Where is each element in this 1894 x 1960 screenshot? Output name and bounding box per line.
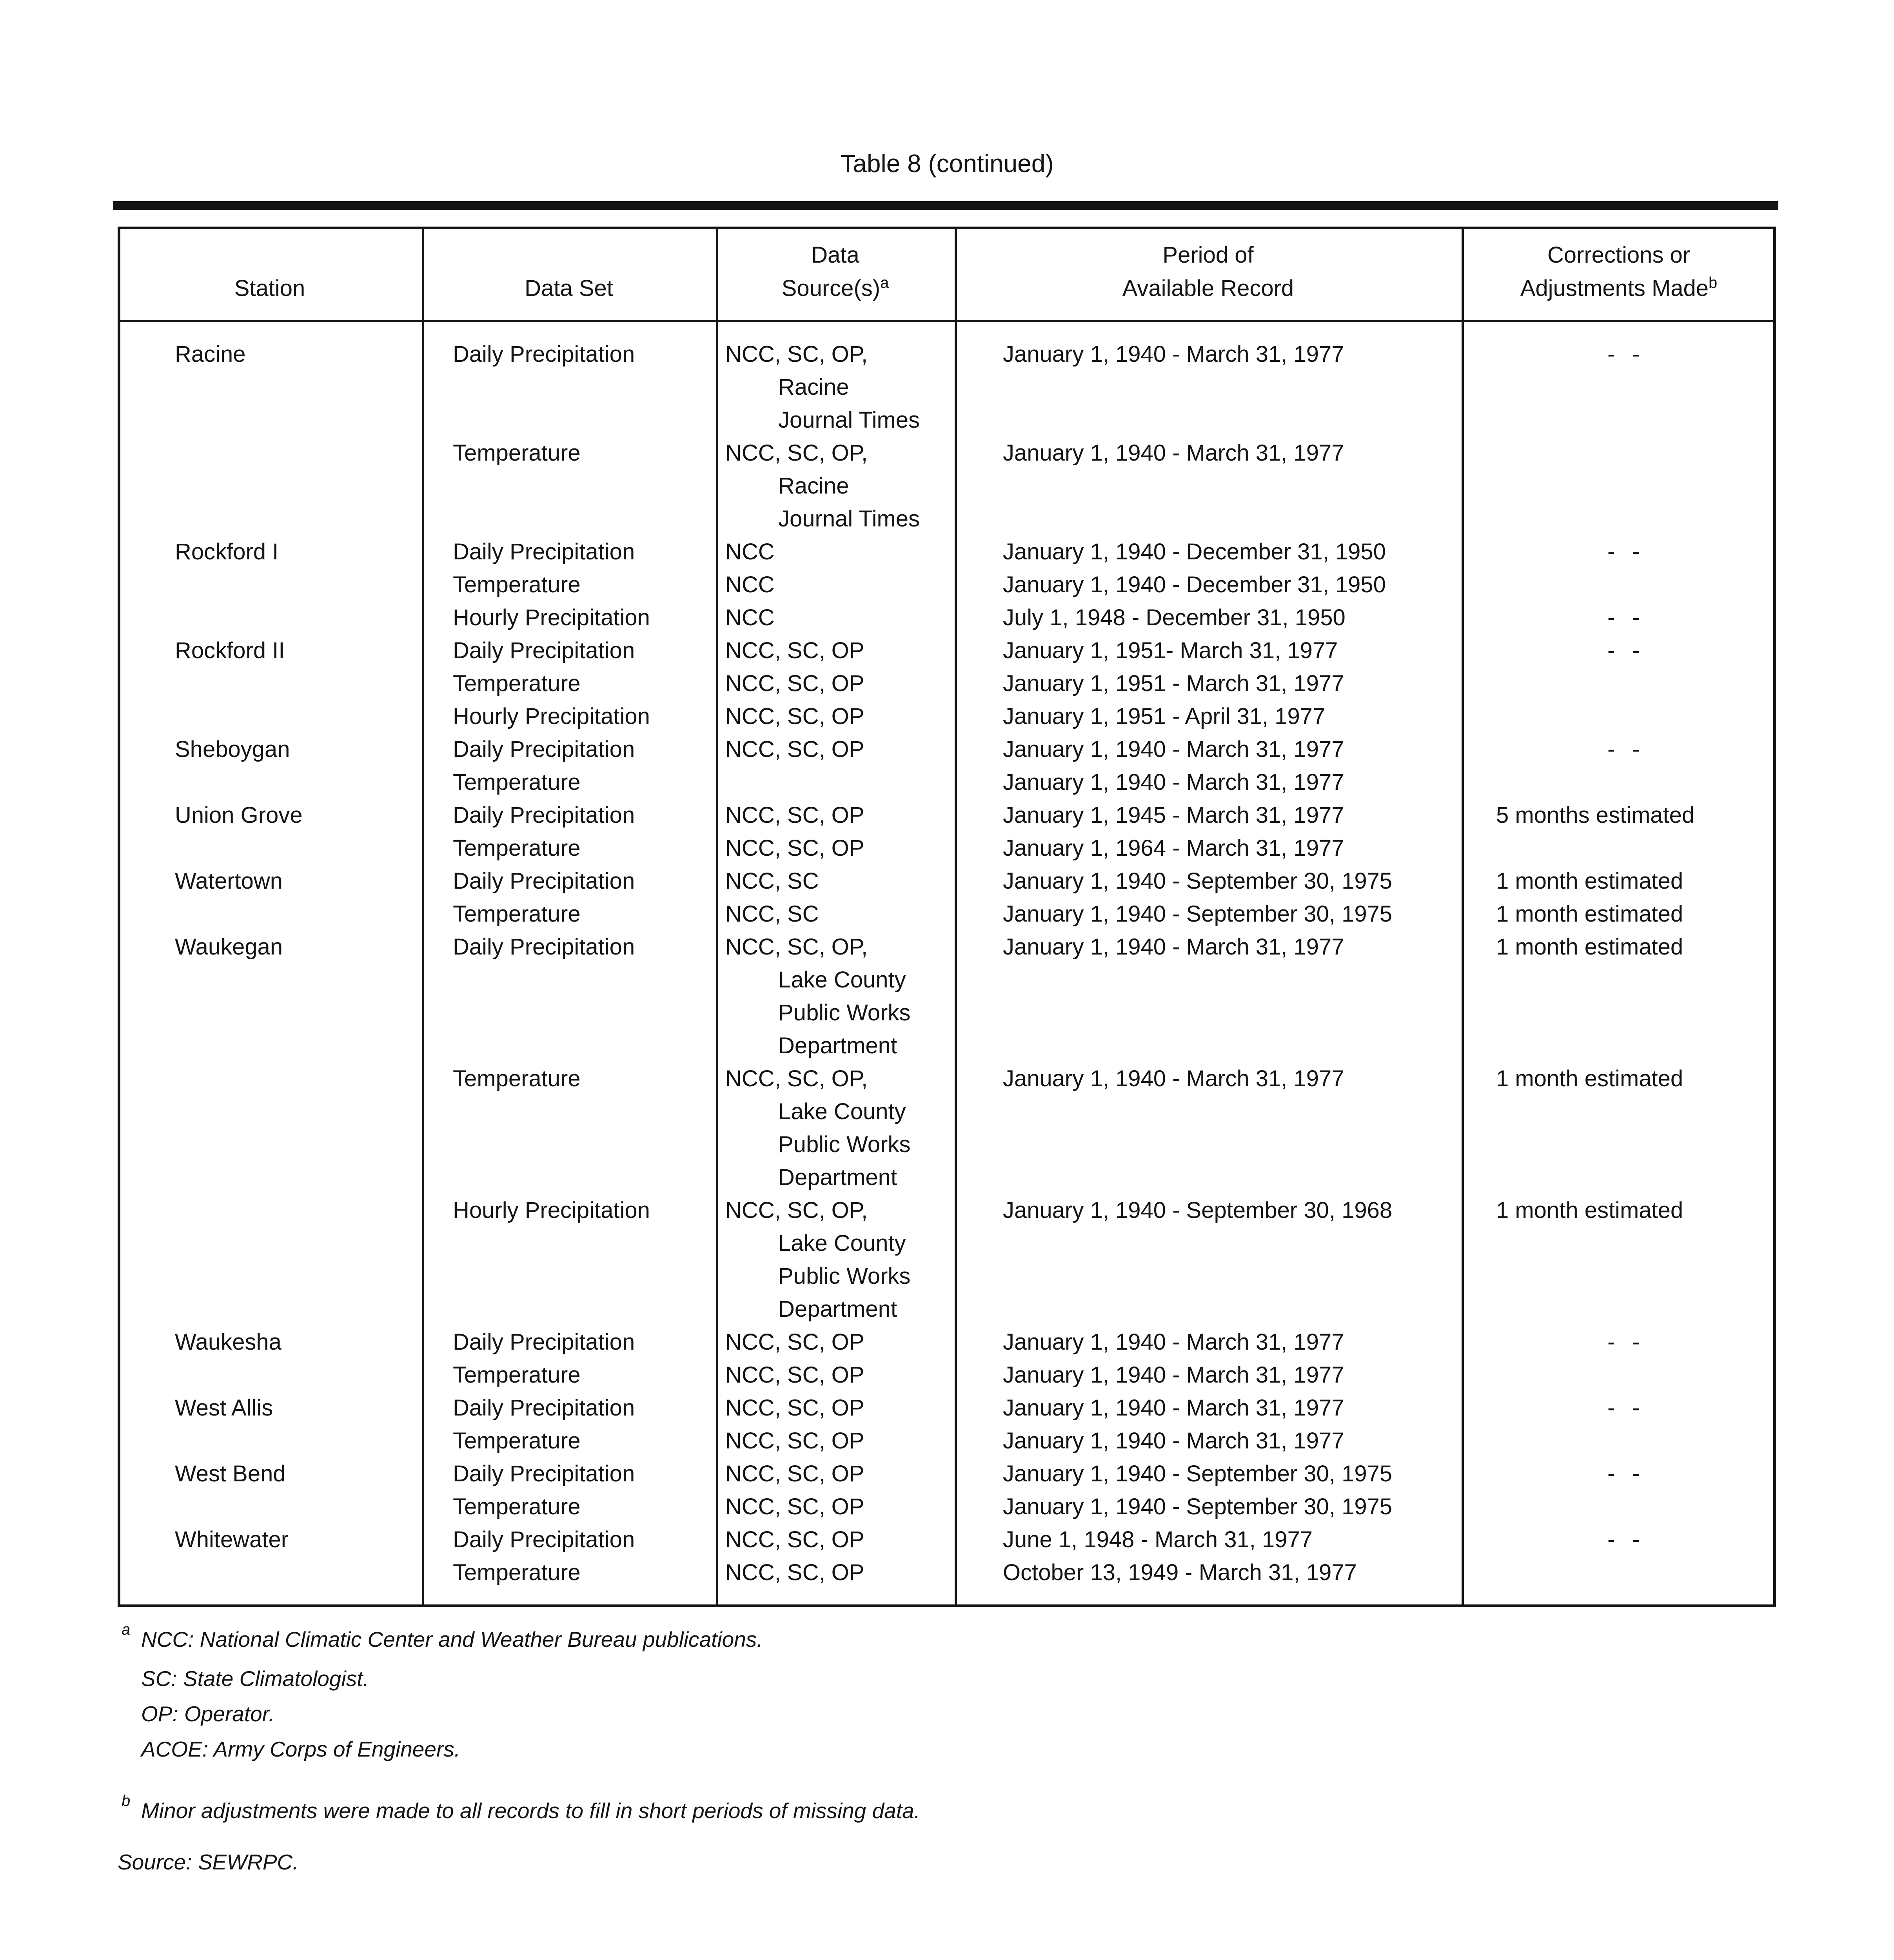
source-line: NCC, SC, OP bbox=[725, 1428, 864, 1454]
data-set-cell: Temperature bbox=[453, 572, 581, 597]
source-line: NCC, SC, OP bbox=[725, 835, 864, 861]
source-cell bbox=[725, 338, 920, 437]
header-station bbox=[118, 227, 422, 321]
source-cell bbox=[725, 1523, 864, 1556]
period-cell: January 1, 1945 - March 31, 1977 bbox=[1003, 802, 1344, 828]
corrections-cell: - - bbox=[1607, 539, 1645, 564]
source-line: NCC, SC, OP, bbox=[725, 934, 868, 960]
corrections-cell: - - bbox=[1607, 1329, 1645, 1355]
station-cell: Union Grove bbox=[175, 802, 303, 828]
corrections-cell: - - bbox=[1607, 737, 1645, 762]
period-cell: January 1, 1940 - September 30, 1968 bbox=[1003, 1198, 1393, 1223]
data-set-cell: Temperature bbox=[453, 1428, 581, 1454]
station-cell: Whitewater bbox=[175, 1527, 289, 1552]
corrections-cell: 1 month estimated bbox=[1496, 1066, 1683, 1091]
data-set-cell: Temperature bbox=[453, 835, 581, 861]
header-corrections-line2: Adjustments Made bbox=[1520, 276, 1709, 301]
source-line: NCC, SC, OP, bbox=[725, 1066, 868, 1091]
data-set-cell: Daily Precipitation bbox=[453, 1527, 635, 1552]
period-cell: January 1, 1951 - March 31, 1977 bbox=[1003, 671, 1344, 696]
data-set-cell: Temperature bbox=[453, 769, 581, 795]
corrections-cell: - - bbox=[1607, 638, 1645, 663]
source-line: NCC, SC, OP bbox=[725, 1494, 864, 1519]
source-line: Lake County bbox=[778, 1099, 906, 1124]
source-line: Lake County bbox=[778, 1230, 906, 1256]
source-line: Department bbox=[778, 1296, 897, 1322]
source-cell bbox=[725, 1457, 864, 1490]
footnote-a-line: OP: Operator. bbox=[141, 1702, 275, 1726]
data-set-cell: Daily Precipitation bbox=[453, 934, 635, 960]
period-cell: January 1, 1951 - April 31, 1977 bbox=[1003, 704, 1326, 729]
footnote-a-line: SC: State Climatologist. bbox=[141, 1666, 369, 1691]
footnote-a-line: NCC: National Climatic Center and Weather Bureau publications. bbox=[141, 1627, 763, 1651]
source-line: Journal Times bbox=[778, 506, 920, 532]
station-cell: Watertown bbox=[175, 868, 283, 894]
station-cell: Rockford II bbox=[175, 638, 285, 663]
data-set-cell: Temperature bbox=[453, 440, 581, 466]
period-cell: January 1, 1940 - March 31, 1977 bbox=[1003, 1395, 1344, 1421]
source-cell bbox=[725, 1194, 910, 1326]
source-cell bbox=[725, 1425, 864, 1457]
station-cell: West Allis bbox=[175, 1395, 273, 1421]
column-divider bbox=[422, 227, 424, 1607]
period-cell: January 1, 1940 - March 31, 1977 bbox=[1003, 1428, 1344, 1454]
source-line: NCC, SC, OP, bbox=[725, 341, 868, 367]
source-line: NCC bbox=[725, 572, 775, 597]
source-line: Lake County bbox=[778, 967, 906, 993]
corrections-cell: 5 months estimated bbox=[1496, 802, 1695, 828]
corrections-cell: 1 month estimated bbox=[1496, 1198, 1683, 1223]
table-title: Table 8 (continued) bbox=[840, 149, 1054, 178]
column-divider bbox=[955, 227, 957, 1607]
data-set-cell: Temperature bbox=[453, 1494, 581, 1519]
footnote-a-marker: a bbox=[880, 274, 889, 292]
data-set-cell: Daily Precipitation bbox=[453, 341, 635, 367]
data-set-cell: Daily Precipitation bbox=[453, 737, 635, 762]
period-cell: January 1, 1940 - March 31, 1977 bbox=[1003, 934, 1344, 960]
period-cell: January 1, 1940 - March 31, 1977 bbox=[1003, 341, 1344, 367]
data-set-cell: Temperature bbox=[453, 1066, 581, 1091]
source-line: NCC, SC, OP bbox=[725, 704, 864, 729]
source-line: NCC, SC, OP bbox=[725, 1362, 864, 1388]
source-line: NCC bbox=[725, 605, 775, 630]
period-cell: January 1, 1951- March 31, 1977 bbox=[1003, 638, 1338, 663]
source-line: NCC, SC, OP bbox=[725, 737, 864, 762]
source-line: NCC, SC, OP bbox=[725, 1527, 864, 1552]
corrections-cell: 1 month estimated bbox=[1496, 868, 1683, 894]
column-divider bbox=[1462, 227, 1464, 1607]
footnote-b-mark: b bbox=[122, 1792, 131, 1809]
header-corrections-line1: Corrections or bbox=[1547, 242, 1691, 268]
station-cell: West Bend bbox=[175, 1461, 286, 1486]
period-cell: January 1, 1940 - March 31, 1977 bbox=[1003, 737, 1344, 762]
source-cell bbox=[725, 832, 864, 865]
data-set-cell: Daily Precipitation bbox=[453, 868, 635, 894]
source-line: NCC, SC, OP bbox=[725, 638, 864, 663]
header-period bbox=[955, 227, 1462, 321]
period-cell: January 1, 1940 - September 30, 1975 bbox=[1003, 901, 1393, 927]
footnote-b-text: Minor adjustments were made to all records to fill in short periods of missing data. bbox=[141, 1798, 920, 1823]
source-line: NCC, SC, OP, bbox=[725, 440, 868, 466]
source-line: Racine bbox=[778, 473, 849, 499]
header-source-line1: Data bbox=[811, 242, 859, 268]
data-set-cell: Temperature bbox=[453, 1560, 581, 1585]
station-cell: Waukegan bbox=[175, 934, 283, 960]
station-cell: Racine bbox=[175, 341, 246, 367]
station-cell: Waukesha bbox=[175, 1329, 281, 1355]
header-period-line1: Period of bbox=[1162, 242, 1254, 268]
data-set-cell: Daily Precipitation bbox=[453, 539, 635, 564]
corrections-cell: - - bbox=[1607, 341, 1645, 367]
source-line: Department bbox=[778, 1033, 897, 1058]
data-set-cell: Temperature bbox=[453, 671, 581, 696]
period-cell: June 1, 1948 - March 31, 1977 bbox=[1003, 1527, 1313, 1552]
data-set-cell: Daily Precipitation bbox=[453, 1329, 635, 1355]
source-line: Department bbox=[778, 1165, 897, 1190]
source-line: NCC, SC, OP bbox=[725, 1560, 864, 1585]
period-cell: January 1, 1940 - March 31, 1977 bbox=[1003, 1329, 1344, 1355]
source-cell bbox=[725, 931, 910, 1062]
period-cell: January 1, 1964 - March 31, 1977 bbox=[1003, 835, 1344, 861]
header-source bbox=[716, 227, 955, 321]
source-cell bbox=[725, 535, 775, 568]
source-cell bbox=[725, 634, 864, 667]
source-line: Racine bbox=[778, 374, 849, 400]
data-set-cell: Daily Precipitation bbox=[453, 1395, 635, 1421]
data-set-cell: Hourly Precipitation bbox=[453, 1198, 650, 1223]
source-note: Source: SEWRPC. bbox=[118, 1850, 299, 1874]
source-cell bbox=[725, 1359, 864, 1392]
header-source-line2: Source(s) bbox=[781, 276, 881, 301]
source-cell bbox=[725, 898, 819, 931]
station-cell: Rockford I bbox=[175, 539, 279, 564]
data-set-cell: Temperature bbox=[453, 901, 581, 927]
source-line: NCC bbox=[725, 539, 775, 564]
corrections-cell: - - bbox=[1607, 605, 1645, 630]
source-cell bbox=[725, 568, 775, 601]
column-divider bbox=[716, 227, 718, 1607]
header-data-set-label: Data Set bbox=[525, 276, 613, 301]
period-cell: January 1, 1940 - March 31, 1977 bbox=[1003, 1066, 1344, 1091]
source-line: NCC, SC, OP bbox=[725, 671, 864, 696]
period-cell: January 1, 1940 - December 31, 1950 bbox=[1003, 572, 1386, 597]
source-cell bbox=[725, 1490, 864, 1523]
period-cell: January 1, 1940 - March 31, 1977 bbox=[1003, 769, 1344, 795]
source-cell bbox=[725, 1062, 910, 1194]
corrections-cell: 1 month estimated bbox=[1496, 901, 1683, 927]
source-cell bbox=[725, 865, 819, 898]
period-cell: January 1, 1940 - September 30, 1975 bbox=[1003, 1494, 1393, 1519]
header-station-label: Station bbox=[234, 276, 305, 301]
data-set-cell: Daily Precipitation bbox=[453, 802, 635, 828]
period-cell: January 1, 1940 - September 30, 1975 bbox=[1003, 1461, 1393, 1486]
footnote-a-line: ACOE: Army Corps of Engineers. bbox=[141, 1737, 461, 1761]
period-cell: January 1, 1940 - March 31, 1977 bbox=[1003, 1362, 1344, 1388]
corrections-cell: - - bbox=[1607, 1461, 1645, 1486]
corrections-cell: - - bbox=[1607, 1527, 1645, 1552]
source-line: NCC, SC, OP, bbox=[725, 1198, 868, 1223]
period-cell: January 1, 1940 - March 31, 1977 bbox=[1003, 440, 1344, 466]
footnote-b-marker: b bbox=[1709, 274, 1718, 292]
corrections-cell: 1 month estimated bbox=[1496, 934, 1683, 960]
station-cell: Sheboygan bbox=[175, 737, 290, 762]
source-line: Public Works bbox=[778, 1263, 911, 1289]
source-line: NCC, SC bbox=[725, 868, 819, 894]
source-cell bbox=[725, 1326, 864, 1359]
source-cell bbox=[725, 601, 775, 634]
header-data-set bbox=[422, 227, 716, 321]
source-line: NCC, SC, OP bbox=[725, 1329, 864, 1355]
period-cell: January 1, 1940 - December 31, 1950 bbox=[1003, 539, 1386, 564]
source-line: Journal Times bbox=[778, 407, 920, 433]
header-period-line2: Available Record bbox=[1122, 276, 1294, 301]
source-line: NCC, SC bbox=[725, 901, 819, 927]
data-set-cell: Daily Precipitation bbox=[453, 1461, 635, 1486]
source-line: NCC, SC, OP bbox=[725, 802, 864, 828]
table-top-rule bbox=[113, 201, 1778, 210]
corrections-cell: - - bbox=[1607, 1395, 1645, 1421]
source-cell bbox=[725, 1556, 864, 1589]
data-set-cell: Hourly Precipitation bbox=[453, 605, 650, 630]
data-set-cell: Hourly Precipitation bbox=[453, 704, 650, 729]
source-cell bbox=[725, 733, 864, 766]
footnote-a-mark: a bbox=[122, 1621, 131, 1638]
data-set-cell: Temperature bbox=[453, 1362, 581, 1388]
source-cell bbox=[725, 437, 920, 535]
period-cell: October 13, 1949 - March 31, 1977 bbox=[1003, 1560, 1357, 1585]
source-line: Public Works bbox=[778, 1132, 911, 1157]
source-cell bbox=[725, 799, 864, 832]
period-cell: January 1, 1940 - September 30, 1975 bbox=[1003, 868, 1393, 894]
source-line: NCC, SC, OP bbox=[725, 1461, 864, 1486]
data-set-cell: Daily Precipitation bbox=[453, 638, 635, 663]
source-cell bbox=[725, 700, 864, 733]
source-line: NCC, SC, OP bbox=[725, 1395, 864, 1421]
source-cell bbox=[725, 1392, 864, 1425]
source-line: Public Works bbox=[778, 1000, 911, 1025]
source-cell bbox=[725, 667, 864, 700]
header-corrections bbox=[1462, 227, 1776, 321]
period-cell: July 1, 1948 - December 31, 1950 bbox=[1003, 605, 1346, 630]
